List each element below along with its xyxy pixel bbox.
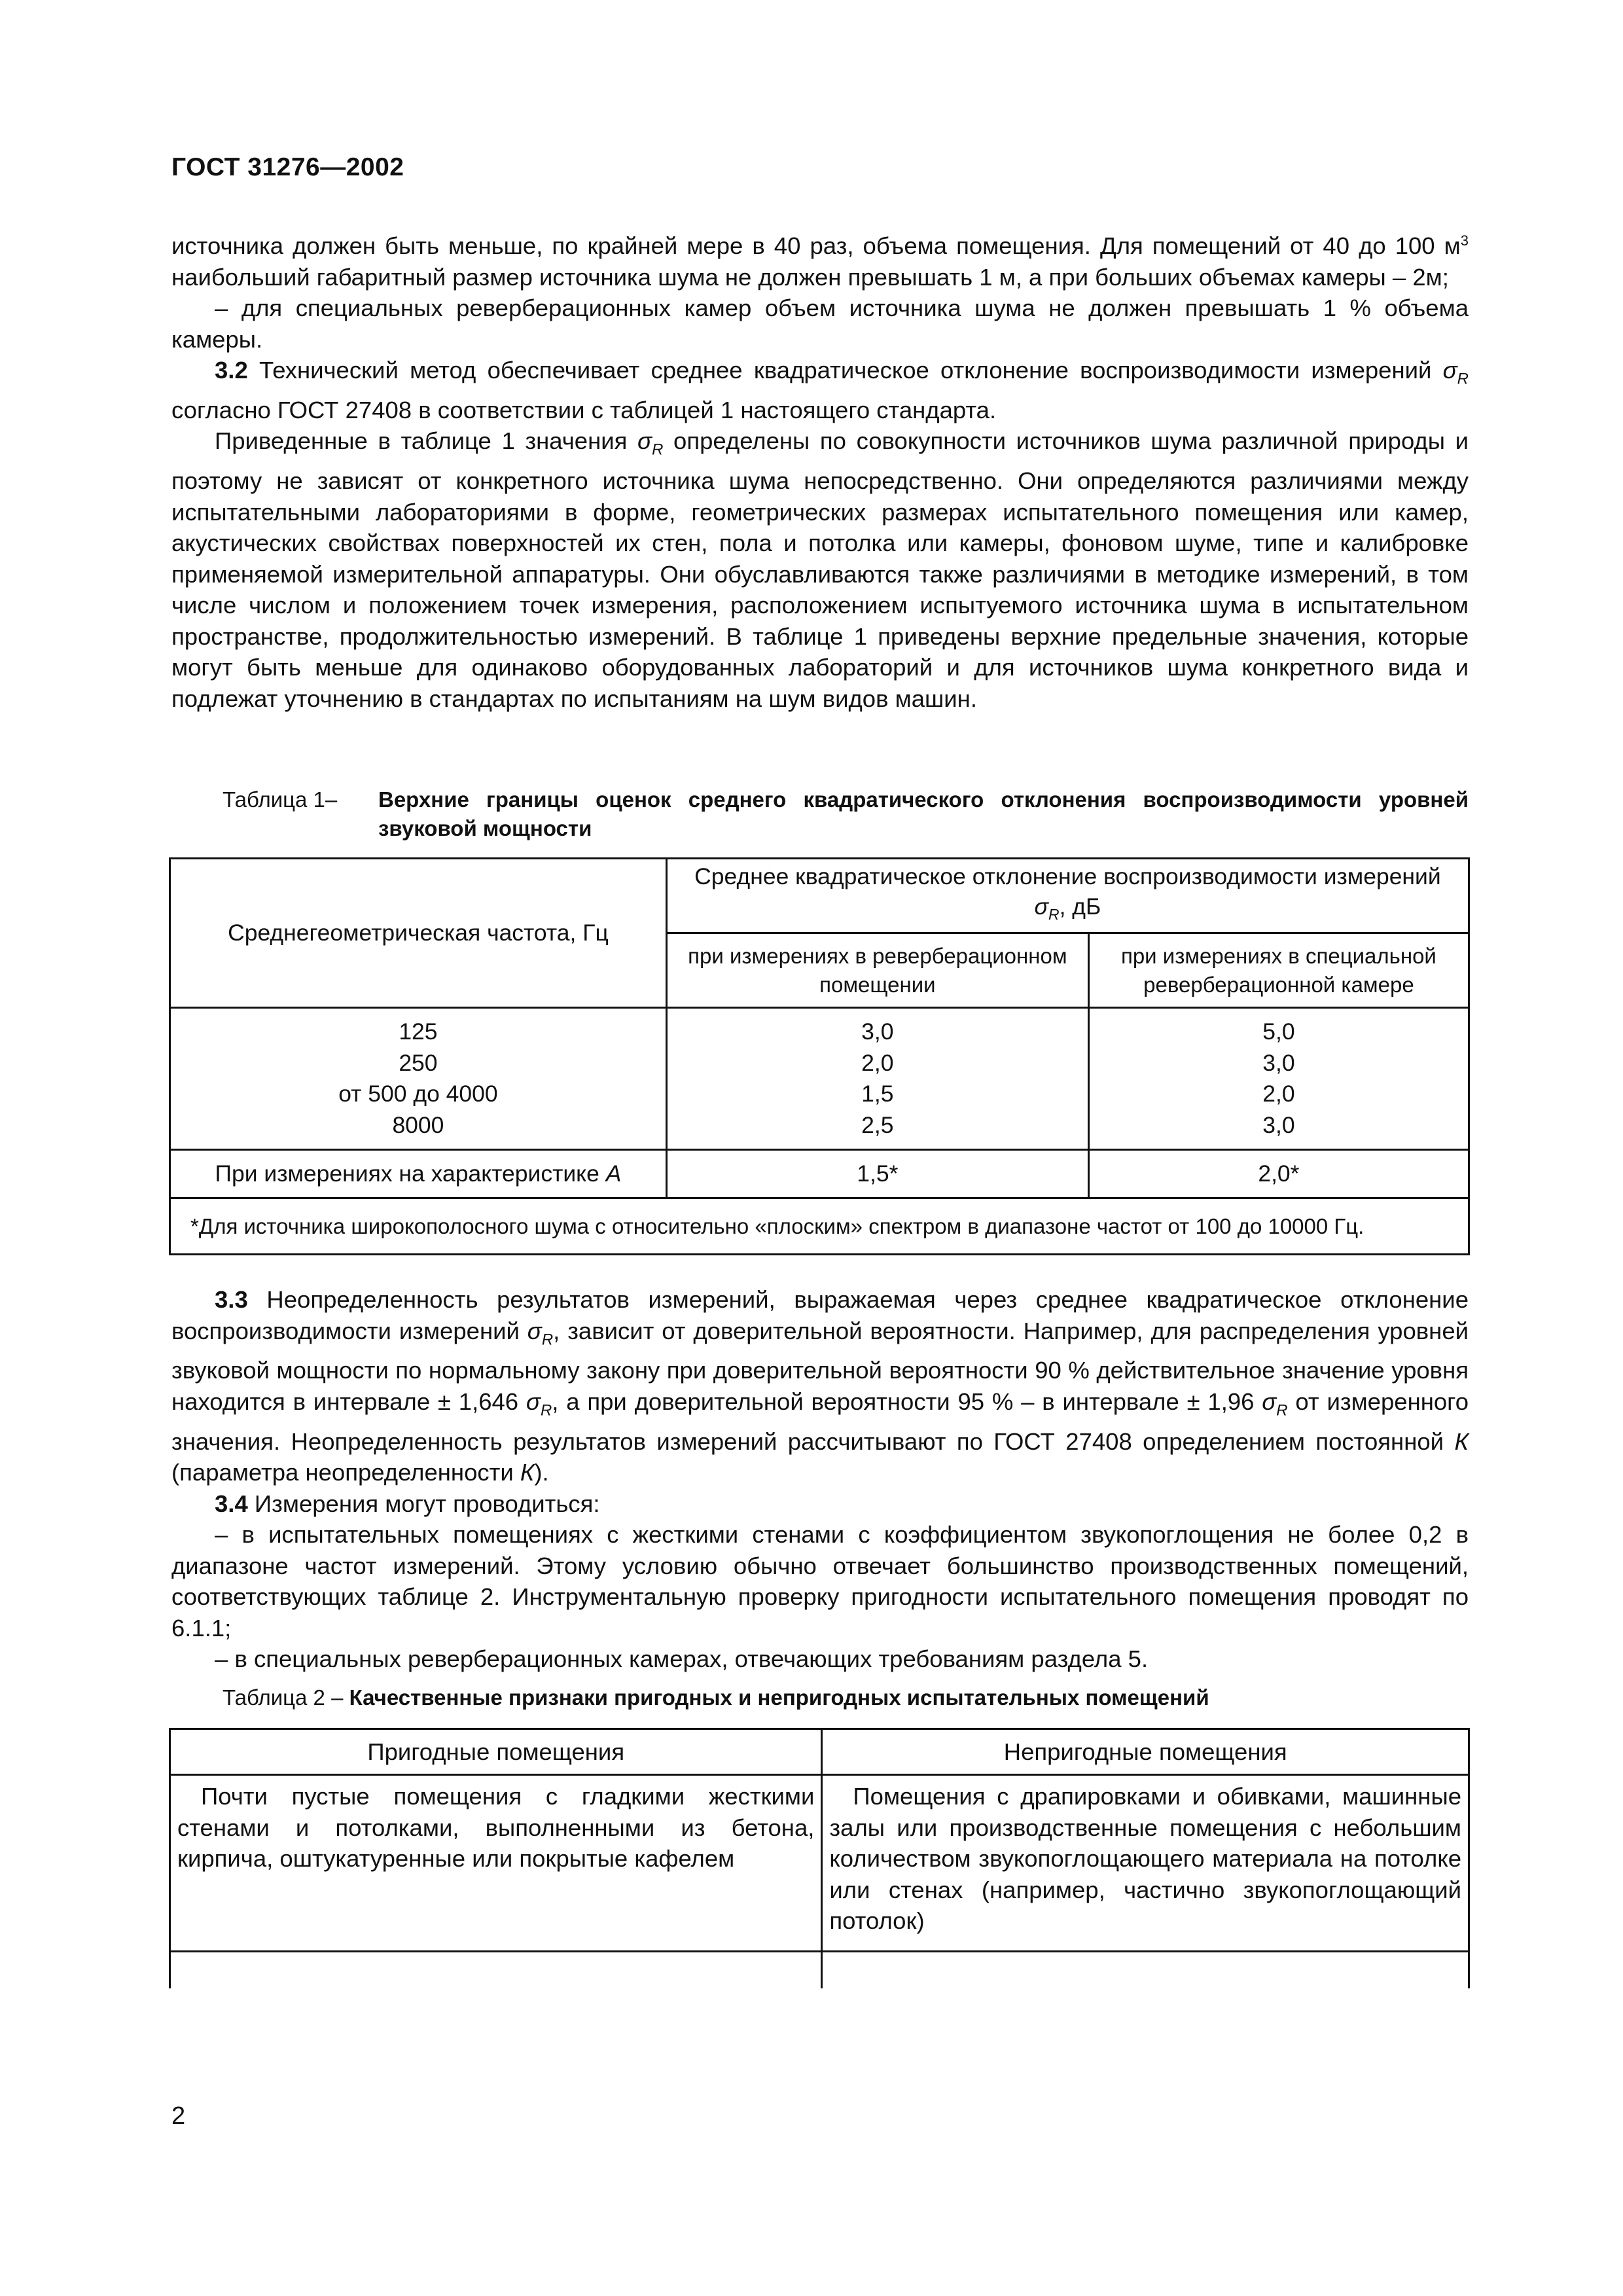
paragraph-chamber-volume: – для специальных реверберационных камер объем источника шума не должен превышать 1 % объема камеры.: [171, 295, 1469, 353]
table1: [169, 857, 1470, 1255]
body-text-middle: [171, 1284, 1469, 1675]
table1-caption: [223, 785, 1469, 843]
sigma-symbol: σ: [1442, 357, 1457, 384]
paragraph-continuation: источника должен быть меньше, по крайней мере в 40 раз, объема помещения. Для помещений от 40 до 100 $м^3$ наибольший габаритный размер источника шума не должен превышать 1 м, а при больших объемах камеры – 2м;: [171, 232, 1469, 291]
table1-col-chamber-header: при измерениях в специальной реверберационной камере: [1088, 933, 1469, 1008]
body-text-top: [171, 230, 1469, 714]
table2: [169, 1728, 1470, 1988]
table1-col-room-header: при измерениях в реверберационном помещении: [666, 933, 1088, 1008]
page-number: 2: [171, 2102, 186, 2130]
sigma-symbol: σ: [637, 427, 652, 455]
table2-col-suitable-header: Пригодные помещения: [170, 1729, 822, 1775]
table2-caption: [223, 1683, 1469, 1712]
table1-group-header: Среднее квадратическое отклонение воспроизводимости измерений $\sigma_R$, дБ: [666, 859, 1469, 933]
table1-col-frequency-header: Среднегеометрическая частота, Гц: [170, 859, 667, 1008]
paragraph-3-2: 3.2 Технический метод обеспечивает среднее квадратическое отклонение воспроизводимости измерений $\sigma_R$ согласно ГОСТ 27408 в соответствии с таблицей 1 настоящего стандарта.: [171, 357, 1469, 423]
paragraph-test-rooms: – в испытательных помещениях с жесткими стенами с коэффициентом звукопоглощения не более 0,2 в диапазоне частот измерений. Этому условию обычно отвечает большинство производственных помещений, соответствующих таблице 2. Инструментальную проверку пригодности испытательного помещения проводят по 6.1.1;: [171, 1521, 1469, 1641]
document-header: ГОСТ 31276—2002: [171, 153, 404, 181]
table2-unsuitable-cell: Помещения с драпировками и обивками, машинные залы или производственные помещения с небольшим количеством звукопоглощающего материала на потолке или стенах (например, частично звукопоглощающий потолок): [822, 1775, 1469, 1952]
table2-caption-label: Таблица 2 –: [223, 1685, 349, 1710]
table1-a-weighting-chamber: 2,0*: [1088, 1150, 1469, 1198]
table2-col-unsuitable-header: Непригодные помещения: [822, 1729, 1469, 1775]
table1-footnote: *Для источника широкополосного шума с относительно «плоским» спектром в диапазоне частот от 100 до 10000 Гц.: [170, 1198, 1469, 1255]
table1-a-weighting-label: При измерениях на характеристике А: [170, 1150, 667, 1198]
table2-continuation-cell: [822, 1952, 1469, 1988]
table2-continuation-cell: [170, 1952, 822, 1988]
table1-room-values-cell: 3,0 2,0 1,5 2,5: [666, 1008, 1088, 1150]
table1-a-weighting-room: 1,5*: [666, 1150, 1088, 1198]
table1-chamber-values-cell: 5,0 3,0 2,0 3,0: [1088, 1008, 1469, 1150]
table1-caption-label: Таблица 1–: [223, 787, 338, 812]
paragraph-sigma-values: Приведенные в таблице 1 значения $\sigma_R$ определены по совокупности источников шума различной природы и поэтому не зависят от конкретного источника шума непосредственно. Они определяются различиями между испытательными лабораториями в форме, геометрических размерах испытательного помещения или камер, акустических свойствах поверхностей их стен, пола и потолка или камеры, фоновом шуме, типе и калибровке применяемой измерительной аппаратуры. Они обуславливаются также различиями в методике измерений, в том числе числом и положением точек измерения, расположением испытуемого источника шума в испытательном пространстве, продолжительностью измерений. В таблице 1 приведены верхние предельные значения, которые могут быть меньше для одинаково оборудованных лабораторий и для источников шума конкретного вида и подлежат уточнению в стандартах по испытаниям на шум видов машин.: [171, 427, 1469, 712]
table1-frequency-cell: 125 250 от 500 до 4000 8000: [170, 1008, 667, 1150]
paragraph-3-4: 3.4 Измерения могут проводиться:: [215, 1490, 600, 1517]
table2-caption-title: Качественные признаки пригодных и непригодных испытательных помещений: [349, 1685, 1209, 1710]
table1-caption-title: Верхние границы оценок среднего квадратического отклонения воспроизводимости уровней звуковой мощности: [378, 787, 1469, 840]
paragraph-3-3: 3.3 Неопределенность результатов измерений, выражаемая через среднее квадратическое отклонение воспроизводимости измерений $\sigma_R$, зависит от доверительной вероятности. Например, для распределения уровней звуковой мощности по нормальному закону при доверительной вероятности 90 % действительное значение уровня находится в интервале ± 1,646 $\sigma_R$, а при доверительной вероятности 95 % – в интервале ± 1,96 $\sigma_R$ от измеренного значения. Неопределенность результатов измерений рассчитывают по ГОСТ 27408 определением постоянной К (параметра неопределенности К).: [171, 1286, 1469, 1486]
table2-suitable-cell: Почти пустые помещения с гладкими жесткими стенами и потолками, выполненными из бетона, кирпича, оштукатуренные или покрытые кафелем: [170, 1775, 822, 1952]
paragraph-special-chambers: – в специальных реверберационных камерах, отвечающих требованиям раздела 5.: [215, 1645, 1149, 1673]
